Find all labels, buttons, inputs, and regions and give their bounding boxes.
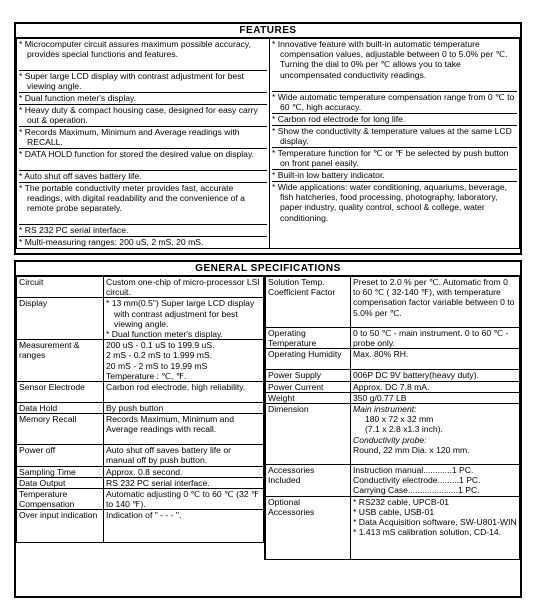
spec-value: Automatic adjusting 0 ℃ to 60 ℃ (32 ℉ to 140 ℉).: [104, 489, 264, 510]
spec-value: 0 to 50 ℃ - main instrument. 0 to 60 ℃ - probe only.: [351, 328, 520, 349]
spec-label: Data Output: [17, 477, 104, 488]
feature-item: * Multi-measuring ranges: 200 uS, 2 mS, 20 mS.: [19, 236, 267, 248]
specifications-title: GENERAL SPECIFICATIONS: [16, 262, 520, 276]
spec-value-line: Conductivity probe:: [353, 434, 427, 445]
feature-item: * Heavy duty & compact housing case, designed for easy carry out & operation.: [19, 104, 267, 126]
spec-label: Solution Temp. Coefficient Factor: [266, 277, 351, 328]
feature-item: * Built-in low battery indicator.: [272, 169, 517, 181]
feature-item: * Records Maximum, Minimum and Average readings with RECALL.: [19, 126, 267, 148]
specs-right-column: [265, 276, 521, 560]
spec-value: By push button: [104, 403, 264, 414]
spec-value: [104, 298, 264, 340]
spec-label: Sampling Time: [17, 466, 104, 477]
feature-item: * Dual function meter's display.: [19, 92, 267, 104]
spec-value-line: * 13 mm(0.5") Super large LCD display with contrast adjustment for best viewing angle.: [106, 298, 255, 329]
spec-value-line: * USB cable, USB-01: [353, 506, 435, 517]
feature-item: * Super large LCD display with contrast adjustment for best viewing angle.: [19, 70, 267, 92]
spec-value-line: Instruction manual............1 PC.: [353, 465, 474, 476]
spec-value-line: 20 mS - 2 mS to 19.99 mS: [106, 360, 208, 371]
features-title: FEATURES: [16, 24, 520, 38]
features-right-column: [270, 39, 520, 249]
spec-value: 350 g/0.77 LB: [351, 392, 520, 403]
feature-item: * Temperature function for ℃ or ℉ be selected by push button on front panel easily.: [272, 147, 517, 169]
spec-value-line: Main instrument:: [353, 404, 417, 415]
spec-label: Data Hold: [17, 403, 104, 414]
spec-value: [351, 496, 520, 559]
spec-label: Circuit: [17, 277, 104, 298]
spec-value: Auto shut off saves battery life or manual off by push button.: [104, 445, 264, 466]
spec-label: Weight: [266, 392, 351, 403]
spec-value-line: * Data Acquisition software, SW-U801-WIN: [353, 517, 517, 528]
spec-value: Max. 80% RH.: [351, 349, 520, 370]
spec-label: Operating Temperature: [266, 328, 351, 349]
feature-item: * RS 232 PC serial interface.: [19, 224, 267, 236]
spec-value-line: * Dual function meter's display.: [106, 329, 224, 340]
features-table: [16, 38, 520, 249]
spec-value-line: Carrying Case.....................1 PC.: [353, 485, 480, 496]
spec-value: Records Maximum, Minimum and Average readings with recall.: [104, 414, 264, 445]
specs-left-column: [16, 276, 265, 560]
feature-item: * DATA HOLD function for stored the desired value on display.: [19, 148, 267, 170]
spec-value-line: * RS232 cable, UPCB-01: [353, 496, 450, 507]
spec-value: RS 232 PC serial interface.: [104, 477, 264, 488]
spec-label: Memory Recall: [17, 414, 104, 445]
spec-value: Approx. DC 7.8 mA.: [351, 381, 520, 392]
spec-label: Accessories Included: [266, 465, 351, 497]
spec-value: Indication of " - - - ".: [104, 510, 264, 543]
spec-label: Dimension: [266, 404, 351, 465]
spec-label: Power off: [17, 445, 104, 466]
feature-item: * Show the conductivity & temperature values at the same LCD display.: [272, 125, 517, 147]
spec-value: Preset to 2.0 % per ℃. Automatic from 0 to 60 ℃ ( 32-140 ℉), with temperature compensation factor variable between 0 to 5.0% per ℃.: [351, 277, 520, 328]
spec-value-line: 2 mS - 0.2 mS to 1.999 mS.: [106, 350, 213, 361]
spec-value: Custom one-chip of micro-processor LSI circuit.: [104, 277, 264, 298]
spec-value-line: 180 x 72 x 32 mm: [365, 414, 434, 425]
spec-value-line: 200 uS - 0.1 uS to 199.9 uS.: [106, 340, 215, 351]
spec-value-line: (7.1 x 2.8 x1.3 inch).: [365, 424, 443, 435]
feature-item: * Innovative feature with built-in automatic temperature compensation values, adjustable between 0 to 5.0% per ℃. Turning the dial to 0% per ℃ allows you to take uncompensated conductivity readings.: [272, 39, 508, 80]
spec-value-line: Round, 22 mm Dia. x 120 mm.: [353, 444, 470, 455]
spec-value: Approx. 0.8 second.: [104, 466, 264, 477]
spec-label: Operating Humidity: [266, 349, 351, 370]
spec-value: Carbon rod electrode, high reliability.: [104, 382, 264, 403]
specifications-table: [16, 276, 520, 560]
feature-item: * Wide automatic temperature compensation range from 0 ℃ to 60 ℃, high accuracy.: [272, 91, 517, 113]
spec-value-line: * 1.413 mS calibration solution, CD-14.: [353, 527, 502, 538]
specifications-box: [14, 260, 522, 598]
spec-label: Over input indication: [17, 510, 104, 543]
feature-item: * Wide applications: water conditioning, aquariums, beverage, fish hatcheries, food processing, photography, laboratory, paper industry, quality control, school & college, water conditioning.: [272, 181, 517, 244]
spec-value: 006P DC 9V battery(heavy duty).: [351, 370, 520, 381]
spec-value: [351, 465, 520, 497]
spec-label: Measurement & ranges: [17, 340, 104, 382]
spec-label: Sensor Electrode: [17, 382, 104, 403]
spec-label: Power Supply: [266, 370, 351, 381]
spec-label: Power Current: [266, 381, 351, 392]
feature-item: * Carbon rod electrode for long life.: [272, 113, 517, 125]
feature-item: * The portable conductivity meter provides fast, accurate readings, with digital readability and the convenience of a remote probe separately.: [19, 182, 267, 224]
features-box: [14, 22, 522, 255]
spec-label: Optional Accessories: [266, 496, 351, 559]
spec-label: Temperature Compensation: [17, 489, 104, 510]
feature-item: * Auto shut off saves battery life.: [19, 170, 267, 182]
features-left-column: [17, 39, 270, 249]
feature-item: * Microcomputer circuit assures maximum possible accuracy, provides special functions and features.: [19, 39, 251, 60]
spec-label: Display: [17, 298, 104, 340]
spec-value: [351, 404, 520, 465]
spec-value: [104, 340, 264, 382]
spec-value-line: Temperature : ℃, ℉.: [106, 370, 187, 381]
spec-value-line: Conductivity electrode.........1 PC.: [353, 475, 481, 486]
